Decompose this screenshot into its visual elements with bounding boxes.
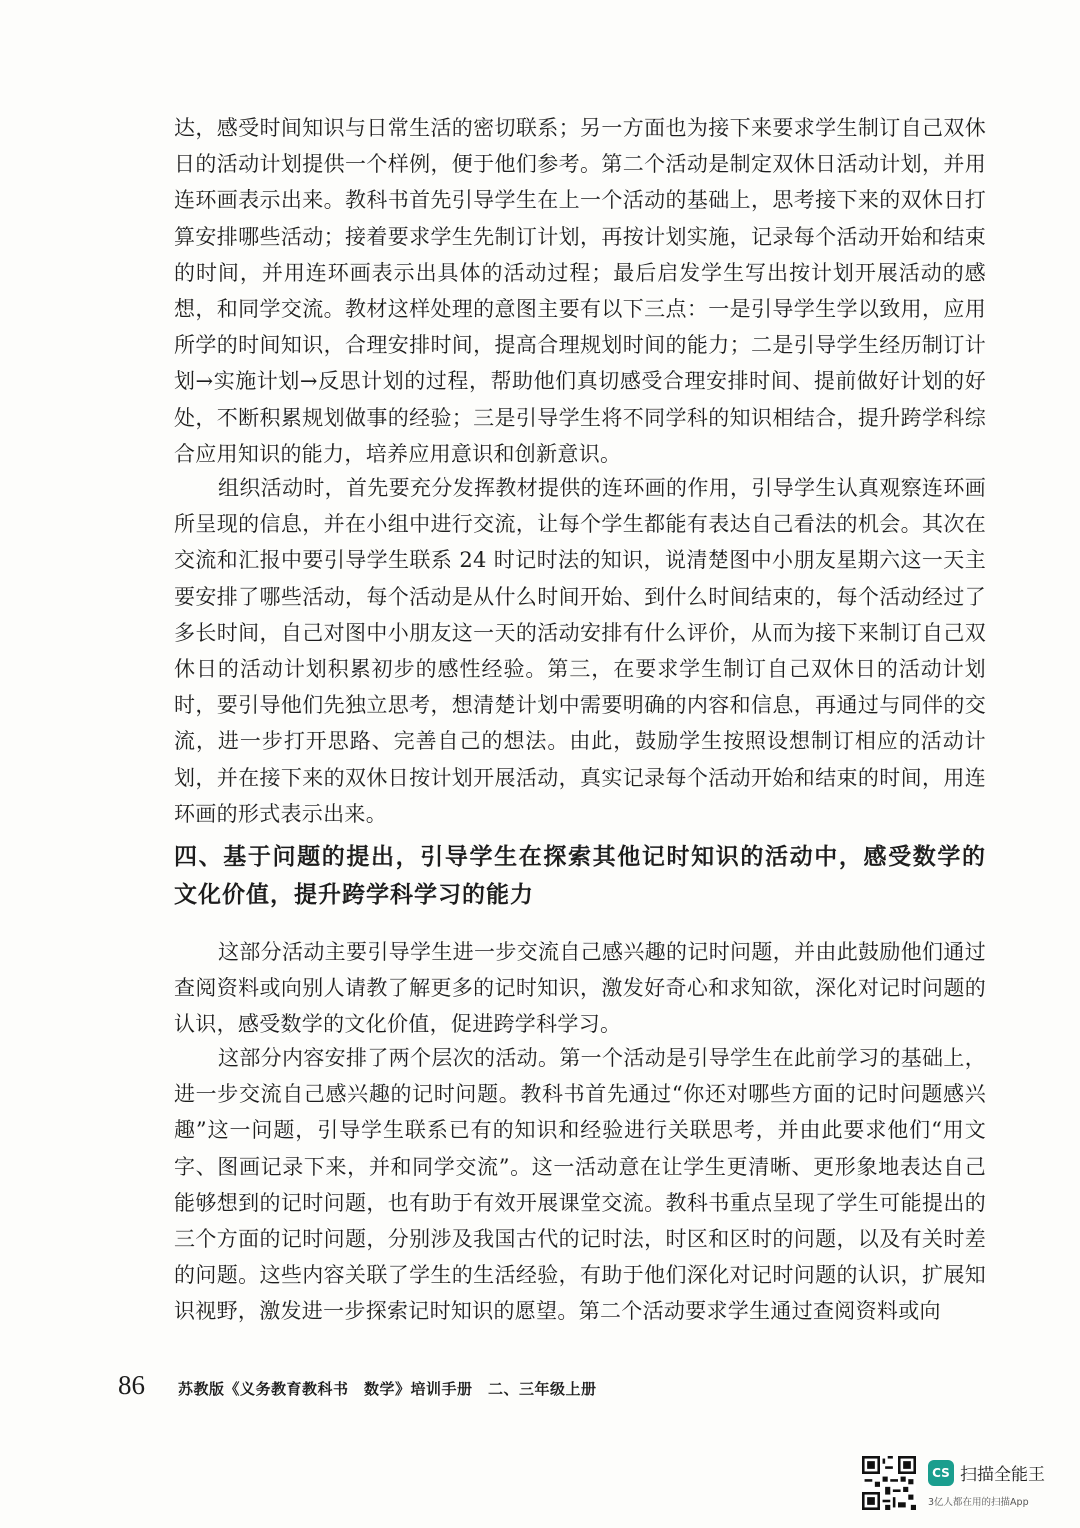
page-footer: [118, 1370, 597, 1402]
paragraph-3-block: [174, 934, 986, 1043]
scanner-watermark: [862, 1456, 1062, 1512]
section-heading: 四、基于问题的提出，引导学生在探索其他记时知识的活动中，感受数学的文化价值，提升跨学科学习的能力: [174, 843, 986, 908]
book-title: 苏教版《义务教育教科书 数学》培训手册 二、三年级上册: [178, 1380, 597, 1398]
paragraph-1-block: [174, 110, 986, 472]
paragraph-3: 这部分活动主要引导学生进一步交流自己感兴趣的记时问题，并由此鼓励他们通过查阅资料或向别人请教了解更多的记时知识，激发好奇心和求知欲，深化对记时问题的认识，感受数学的文化价值，促进跨学科学习。: [174, 940, 986, 1037]
qr-code-icon: [862, 1456, 916, 1510]
paragraph-4-block: [174, 1040, 986, 1330]
camscanner-logo: CS: [928, 1460, 954, 1486]
paragraph-2: 组织活动时，首先要充分发挥教材提供的连环画的作用，引导学生认真观察连环画所呈现的信息，并在小组中进行交流，让每个学生都能有表达自己看法的机会。其次在交流和汇报中要引导学生联系 24 时记时法的知识，说清楚图中小朋友星期六这一天主要安排了哪些活动，每个活动是从什么时间开始、到什么时间结束的，每个活动经过了多长时间，自己对图中小朋友这一天的活动安排有什么评价，从而为接下来制订自己双休日的活动计划积累初步的感性经验。第三，在要求学生制订自己双休日的活动计划时，要引导他们先独立思考，想清楚计划中需要明确的内容和信息，再通过与同伴的交流，进一步打开思路、完善自己的想法。由此，鼓励学生按照设想制订相应的活动计划，并在接下来的双休日按计划开展活动，真实记录每个活动开始和结束的时间，用连环画的形式表示出来。: [174, 476, 986, 826]
watermark-app-name: 扫描全能王: [960, 1465, 1045, 1485]
paragraph-2-block: [174, 470, 986, 832]
paragraph-4: 这部分内容安排了两个层次的活动。第一个活动是引导学生在此前学习的基础上，进一步交流自己感兴趣的记时问题。教科书首先通过“你还对哪些方面的记时问题感兴趣”这一问题，引导学生联系已有的知识和经验进行关联思考，并由此要求他们“用文字、图画记录下来，并和同学交流”。这一活动意在让学生更清晰、更形象地表达自己能够想到的记时问题，也有助于有效开展课堂交流。教科书重点呈现了学生可能提出的三个方面的记时问题，分别涉及我国古代的记时法，时区和区时的问题，以及有关时差的问题。这些内容关联了学生的生活经验，有助于他们深化对记时问题的认识，扩展知识视野，激发进一步探索记时知识的愿望。第二个活动要求学生通过查阅资料或向: [174, 1046, 986, 1324]
paragraph-1: 达，感受时间知识与日常生活的密切联系；另一方面也为接下来要求学生制订自己双休日的活动计划提供一个样例，便于他们参考。第二个活动是制定双休日活动计划，并用连环画表示出来。教科书首先引导学生在上一个活动的基础上，思考接下来的双休日打算安排哪些活动；接着要求学生先制订计划，再按计划实施，记录每个活动开始和结束的时间，并用连环画表示出具体的活动过程；最后启发学生写出按计划开展活动的感想，和同学交流。教材这样处理的意图主要有以下三点：一是引导学生学以致用，应用所学的时间知识，合理安排时间，提高合理规划时间的能力；二是引导学生经历制订计划→实施计划→反思计划的过程，帮助他们真切感受合理安排时间、提前做好计划的好处，不断积累规划做事的经验；三是引导学生将不同学科的知识相结合，提升跨学科综合应用知识的能力，培养应用意识和创新意识。: [174, 116, 986, 466]
page-number: 86: [118, 1370, 145, 1400]
watermark-tagline: 3亿人都在用的扫描App: [928, 1497, 1029, 1508]
